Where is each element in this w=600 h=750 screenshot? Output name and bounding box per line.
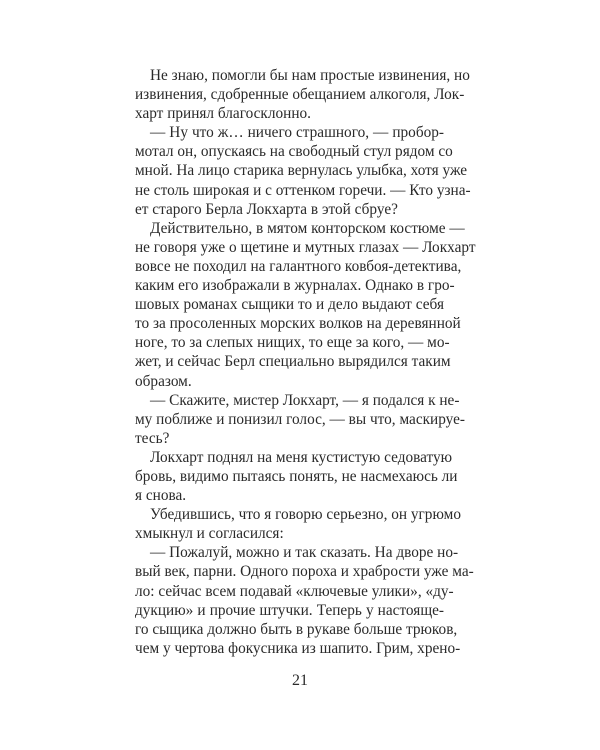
paragraph: [135, 448, 458, 505]
text-line: му поближе и понизил голос, — вы что, маскируе-: [135, 410, 466, 428]
text-line: Убедившись, что я говорю серьезно, он угрюмо: [150, 506, 462, 524]
text-line: Действительно, в мятом конторском костюме —: [150, 219, 465, 237]
text-line: харт принял благосклонно.: [135, 105, 311, 123]
text-line: не столь широкая и с оттенком горечи. — Кто узна-: [135, 181, 471, 199]
text-line: — Ну что ж… ничего страшного, — пробор-: [150, 124, 444, 142]
text-line: мной. На лицо старика вернулась улыбка, хотя уже: [135, 162, 468, 180]
text-line: извинения, сдобренные обещанием алкоголя, Лок-: [135, 86, 465, 104]
text-line: не говоря уже о щетине и мутных глазах — Локхарт: [135, 238, 476, 256]
paragraph: [135, 543, 474, 658]
text-line: я снова.: [135, 487, 187, 505]
text-line: хмыкнул и согласился:: [135, 525, 284, 543]
text-line: шовых романах сыщики то и дело выдают себя: [135, 296, 444, 314]
text-line: дукцию» и прочие штучки. Теперь у настояще-: [135, 601, 444, 619]
text-line: го сыщика должно быть в рукаве больше трюков,: [135, 620, 458, 638]
text-line: вовсе не походил на галантного ковбоя-детектива,: [135, 257, 462, 275]
paragraph: [135, 123, 471, 218]
text-line: образом.: [135, 372, 192, 390]
text-line: каким его изображали в журналах. Однако в гро-: [135, 277, 455, 295]
text-line: мотал он, опускаясь на свободный стул рядом со: [135, 143, 453, 161]
text-line: ет старого Берла Локхарта в этой сбруе?: [135, 200, 398, 218]
text-line: вый век, парни. Одного пороха и храбрости уже ма-: [135, 563, 474, 581]
text-line: чем у чертова фокусника из шапито. Грим, хрено-: [135, 639, 461, 657]
text-line: — Скажите, мистер Локхарт, — я подался к не-: [150, 391, 460, 409]
paragraph: [135, 505, 462, 543]
text-line: бровь, видимо пытаясь понять, не насмехаюсь ли: [135, 467, 458, 485]
text-line: ноге, то за слепых нищих, то еще за кого, — мо-: [135, 334, 450, 352]
text-line: Не знаю, помогли бы нам простые извинения, но: [150, 67, 470, 84]
paragraph: [135, 391, 466, 448]
page-number: 21: [292, 672, 308, 689]
text-line: — Пожалуй, можно и так сказать. На дворе но-: [150, 544, 459, 562]
paragraph: [135, 66, 470, 123]
text-line: ло: сейчас всем подавай «ключевые улики», «ду-: [135, 582, 454, 600]
text-line: то за просоленных морских волков на деревянной: [135, 315, 461, 333]
text-line: тесь?: [135, 429, 170, 447]
text-line: Локхарт поднял на меня кустистую седоватую: [150, 448, 453, 466]
text-line: жет, и сейчас Берл специально вырядился таким: [135, 353, 451, 371]
paragraph: [135, 219, 476, 391]
page-text: [135, 66, 476, 658]
